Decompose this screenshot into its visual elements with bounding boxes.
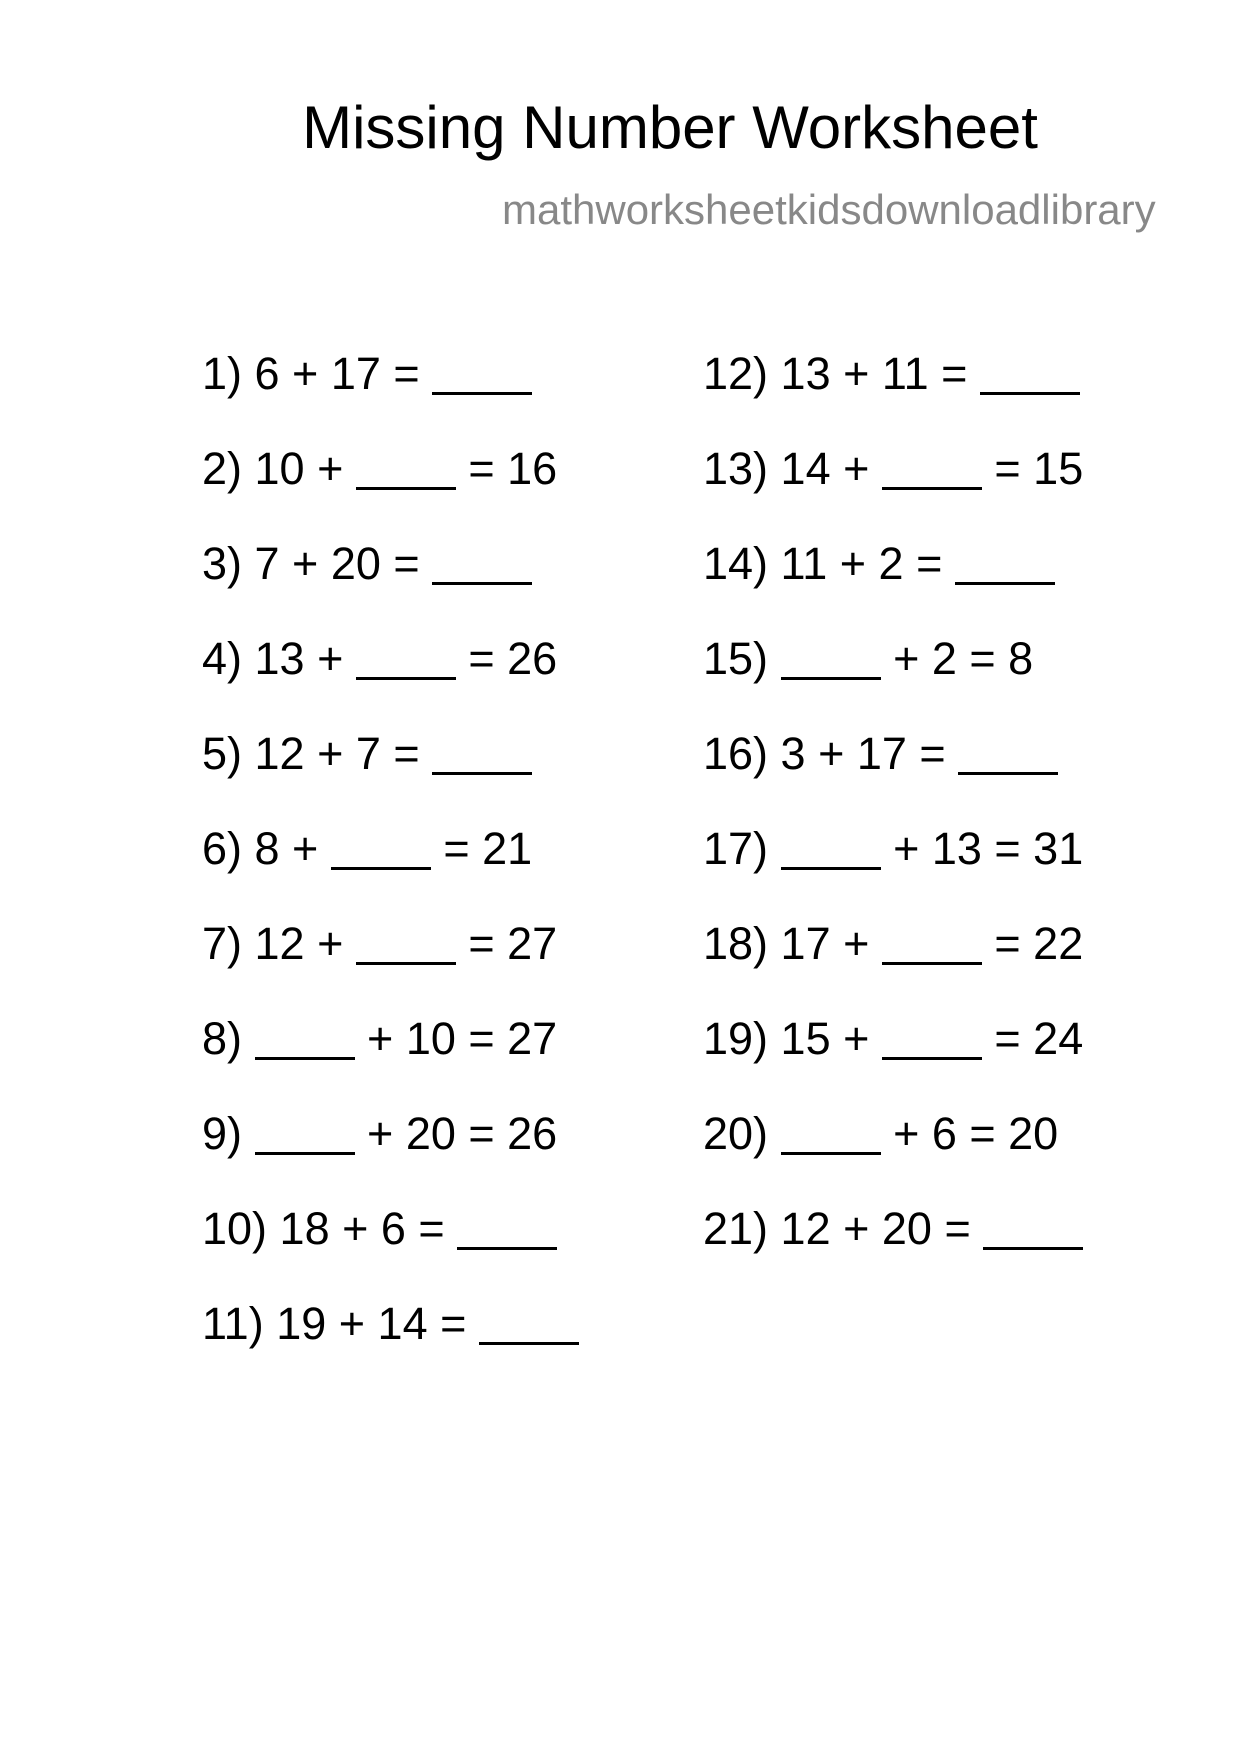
problem-number: 2): [202, 443, 243, 494]
problem-text: + 10 = 27: [354, 1013, 558, 1064]
problem-text: 12 +: [242, 918, 356, 969]
problem-7: [202, 916, 579, 1011]
answer-blank[interactable]: [781, 637, 881, 680]
problem-4: [202, 631, 579, 726]
answer-blank[interactable]: [356, 637, 456, 680]
problem-number: 7): [202, 918, 243, 969]
answer-blank[interactable]: [331, 827, 431, 870]
problem-text: 17 +: [768, 918, 882, 969]
problem-text: = 22: [981, 918, 1084, 969]
problem-number: 12): [703, 348, 769, 399]
problem-13: [703, 441, 1083, 536]
answer-blank[interactable]: [781, 827, 881, 870]
problem-text: = 16: [455, 443, 558, 494]
answer-blank[interactable]: [882, 922, 982, 965]
problem-text: 19 + 14 =: [263, 1298, 479, 1349]
problem-number: 8): [202, 1013, 243, 1064]
answer-blank[interactable]: [432, 352, 532, 395]
answer-blank[interactable]: [882, 1017, 982, 1060]
answer-blank[interactable]: [356, 447, 456, 490]
problem-text: + 6 = 20: [880, 1108, 1059, 1159]
problem-3: [202, 536, 579, 631]
problem-14: [703, 536, 1083, 631]
answer-blank[interactable]: [255, 1112, 355, 1155]
problem-text: 6 + 17 =: [242, 348, 433, 399]
page-title: Missing Number Worksheet: [302, 94, 1038, 161]
problem-number: 16): [703, 728, 769, 779]
problem-number: 6): [202, 823, 243, 874]
problem-text: = 26: [455, 633, 558, 684]
problem-number: 3): [202, 538, 243, 589]
problem-text: = 24: [981, 1013, 1084, 1064]
answer-blank[interactable]: [955, 542, 1055, 585]
problem-text: [242, 1013, 255, 1064]
problem-number: 9): [202, 1108, 243, 1159]
problem-number: 19): [703, 1013, 769, 1064]
problem-8: [202, 1011, 579, 1106]
answer-blank[interactable]: [983, 1207, 1083, 1250]
problem-11: [202, 1296, 579, 1391]
problem-number: 18): [703, 918, 769, 969]
problem-6: [202, 821, 579, 916]
answer-blank[interactable]: [432, 732, 532, 775]
problem-16: [703, 726, 1083, 821]
problem-text: + 2 = 8: [880, 633, 1034, 684]
problem-column-right: [703, 346, 1083, 1296]
problem-20: [703, 1106, 1083, 1201]
problem-text: [768, 633, 781, 684]
problem-text: 18 + 6 =: [267, 1203, 458, 1254]
problem-1: [202, 346, 579, 441]
problem-text: 13 + 11 =: [768, 348, 980, 399]
answer-blank[interactable]: [980, 352, 1080, 395]
problem-number: 1): [202, 348, 243, 399]
answer-blank[interactable]: [356, 922, 456, 965]
problem-2: [202, 441, 579, 536]
page-subtitle: mathworksheetkidsdownloadlibrary: [502, 186, 1156, 233]
problem-text: = 21: [430, 823, 533, 874]
problem-number: 10): [202, 1203, 268, 1254]
problem-19: [703, 1011, 1083, 1106]
problem-number: 14): [703, 538, 769, 589]
answer-blank[interactable]: [882, 447, 982, 490]
problem-text: 12 + 20 =: [768, 1203, 984, 1254]
problem-number: 15): [703, 633, 769, 684]
problem-12: [703, 346, 1083, 441]
problem-text: [768, 1108, 781, 1159]
problem-text: 14 +: [768, 443, 882, 494]
problem-text: 13 +: [242, 633, 356, 684]
problem-text: 10 +: [242, 443, 356, 494]
problem-18: [703, 916, 1083, 1011]
answer-blank[interactable]: [255, 1017, 355, 1060]
problem-text: [768, 823, 781, 874]
problem-17: [703, 821, 1083, 916]
problem-10: [202, 1201, 579, 1296]
problem-text: 8 +: [242, 823, 331, 874]
problem-text: 15 +: [768, 1013, 882, 1064]
problem-text: 7 + 20 =: [242, 538, 433, 589]
problem-number: 13): [703, 443, 769, 494]
problem-text: + 20 = 26: [354, 1108, 558, 1159]
problem-21: [703, 1201, 1083, 1296]
problem-number: 5): [202, 728, 243, 779]
problem-15: [703, 631, 1083, 726]
answer-blank[interactable]: [479, 1302, 579, 1345]
problem-5: [202, 726, 579, 821]
problem-text: 3 + 17 =: [768, 728, 959, 779]
problem-number: 4): [202, 633, 243, 684]
problem-text: = 15: [981, 443, 1084, 494]
problem-text: + 13 = 31: [880, 823, 1084, 874]
problem-9: [202, 1106, 579, 1201]
answer-blank[interactable]: [432, 542, 532, 585]
problem-number: 20): [703, 1108, 769, 1159]
problem-text: 11 + 2 =: [768, 538, 955, 589]
problem-number: 11): [202, 1298, 264, 1349]
answer-blank[interactable]: [781, 1112, 881, 1155]
problem-number: 17): [703, 823, 769, 874]
answer-blank[interactable]: [457, 1207, 557, 1250]
problem-text: 12 + 7 =: [242, 728, 433, 779]
problem-text: [242, 1108, 255, 1159]
answer-blank[interactable]: [958, 732, 1058, 775]
problem-column-left: [202, 346, 579, 1391]
problem-number: 21): [703, 1203, 769, 1254]
problem-text: = 27: [455, 918, 558, 969]
